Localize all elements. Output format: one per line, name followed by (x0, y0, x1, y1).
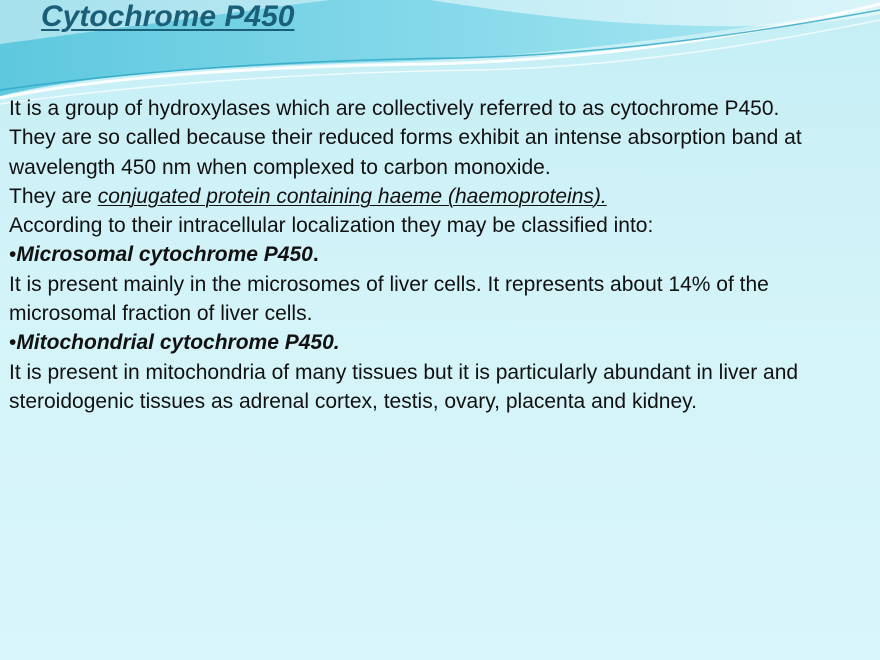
bullet-mark: • (9, 243, 17, 267)
paragraph-definition: It is a group of hydroxylases which are collectively referred to as cytochrome P450. (9, 97, 780, 120)
paragraph-composition (9, 182, 871, 211)
microsomal-heading: Microsomal cytochrome P450 (16, 243, 313, 267)
paragraph-microsomal: It is present mainly in the microsomes of liver cells. It represents about 14% of the microsomal fraction of liver cells. (9, 272, 769, 326)
mitochondrial-heading: Mitochondrial cytochrome P450. (16, 331, 340, 355)
microsomal-heading-period: . (312, 243, 319, 267)
composition-prefix: They are (9, 184, 98, 208)
slide-body (9, 94, 871, 416)
paragraph-mitochondrial: It is present in mitochondria of many tissues but it is particularly abundant in liver and steroidogenic tissues as adrenal cortex, testis, ovary, placenta and kidney. (9, 360, 799, 413)
paragraph-classification: According to their intracellular localization they may be classified into: (9, 214, 654, 238)
composition-emphasis: conjugated protein containing haeme (haemoproteins). (97, 184, 607, 208)
slide-title: Cytochrome P450 (41, 0, 295, 33)
bullet-mitochondrial (9, 328, 871, 357)
bullet-mark: • (9, 331, 17, 355)
bullet-microsomal (9, 240, 871, 269)
paragraph-naming: They are so called because their reduced forms exhibit an intense absorption band at wavelength 450 nm when complexed to carbon monoxide. (9, 126, 802, 179)
